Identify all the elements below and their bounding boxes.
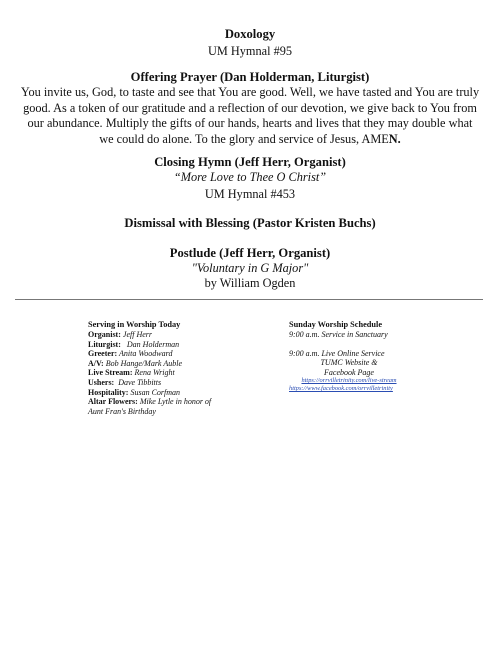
- offering-prayer-heading: Offering Prayer (Dan Holderman, Liturgist): [130, 70, 370, 84]
- postlude-composer: by William Ogden: [204, 276, 296, 290]
- section-divider: [15, 299, 483, 300]
- serving-person: Dave Tibbitts: [114, 377, 162, 387]
- serving-row: [88, 378, 278, 388]
- postlude-section: [0, 246, 500, 291]
- live-stream-link[interactable]: https://orrvilletrinity.com/live-stream: [301, 377, 397, 385]
- serving-heading: Serving in Worship Today: [88, 320, 181, 329]
- serving-row: [88, 330, 278, 340]
- schedule-line: 9:00 a.m. Service in Sanctuary: [289, 330, 388, 339]
- serving-row: [88, 388, 278, 398]
- serving-row: [88, 397, 278, 407]
- doxology-heading: Doxology: [224, 27, 276, 41]
- doxology-hymn: UM Hymnal #95: [207, 44, 293, 58]
- serving-row: [88, 349, 278, 359]
- prayer-line: we could do alone. To the glory and service of Jesus, AME: [99, 131, 389, 146]
- serving-person: Bob Hange/Mark Auble: [103, 358, 182, 368]
- closing-hymn-heading: Closing Hymn (Jeff Herr, Organist): [154, 155, 346, 169]
- serving-role: Hospitality:: [88, 387, 129, 397]
- prayer-line: You invite us, God, to taste and see that You are good. Well, we have tasted and You are truly: [20, 85, 480, 99]
- serving-role: A/V:: [88, 358, 104, 368]
- schedule-line: Facebook Page: [324, 367, 374, 377]
- postlude-heading: Postlude (Jeff Herr, Organist): [169, 246, 331, 260]
- serving-row: [88, 359, 278, 369]
- serving-role: Greeter:: [88, 349, 118, 359]
- schedule-section: [289, 320, 409, 393]
- postlude-title: "Voluntary in G Major": [191, 261, 309, 275]
- serving-row: [88, 340, 278, 350]
- serving-role: Liturgist:: [88, 339, 121, 349]
- schedule-line: 9:00 a.m. Live Online Service: [289, 348, 385, 358]
- serving-person: Rena Wright: [132, 368, 175, 378]
- serving-person: Jeff Herr: [120, 330, 152, 339]
- serving-continuation: [88, 407, 278, 417]
- closing-hymn-number: UM Hymnal #453: [204, 187, 296, 201]
- serving-row: [88, 368, 278, 378]
- serving-role: Organist:: [88, 330, 121, 339]
- facebook-link[interactable]: https://www.facebook.com/orrvilletrinity: [289, 385, 393, 393]
- prayer-amen-end: N.: [388, 131, 401, 146]
- prayer-line-last: [14, 132, 486, 148]
- closing-hymn-title: “More Love to Thee O Christ”: [173, 170, 327, 184]
- schedule-heading: Sunday Worship Schedule: [289, 320, 382, 329]
- serving-person: Mike Lytle in honor of: [137, 397, 212, 407]
- serving-person: Susan Corfman: [128, 387, 181, 397]
- dismissal-section: [0, 216, 500, 231]
- offering-prayer-section: [0, 70, 500, 85]
- prayer-line: our abundance. Multiply the gifts of our hands, hearts and lives that they may double what: [27, 116, 473, 131]
- serving-section: [88, 320, 278, 416]
- schedule-spacer: [289, 340, 409, 349]
- serving-role: Ushers:: [88, 377, 115, 387]
- offering-prayer-text: [14, 85, 486, 147]
- serving-role: Live Stream:: [88, 368, 133, 378]
- closing-hymn-section: [0, 155, 500, 202]
- prayer-line: good. As a token of our gratitude and a reflection of our devotion, we give back to You from: [23, 100, 477, 115]
- dismissal-heading: Dismissal with Blessing (Pastor Kristen Buchs): [124, 216, 376, 230]
- doxology-section: [0, 27, 500, 59]
- serving-role: Altar Flowers:: [88, 397, 138, 407]
- schedule-line: TUMC Website &: [320, 358, 378, 368]
- serving-person: Dan Holderman: [120, 339, 180, 349]
- serving-person: Anita Woodward: [117, 349, 173, 359]
- serving-continuation-text: Aunt Fran's Birthday: [88, 406, 156, 416]
